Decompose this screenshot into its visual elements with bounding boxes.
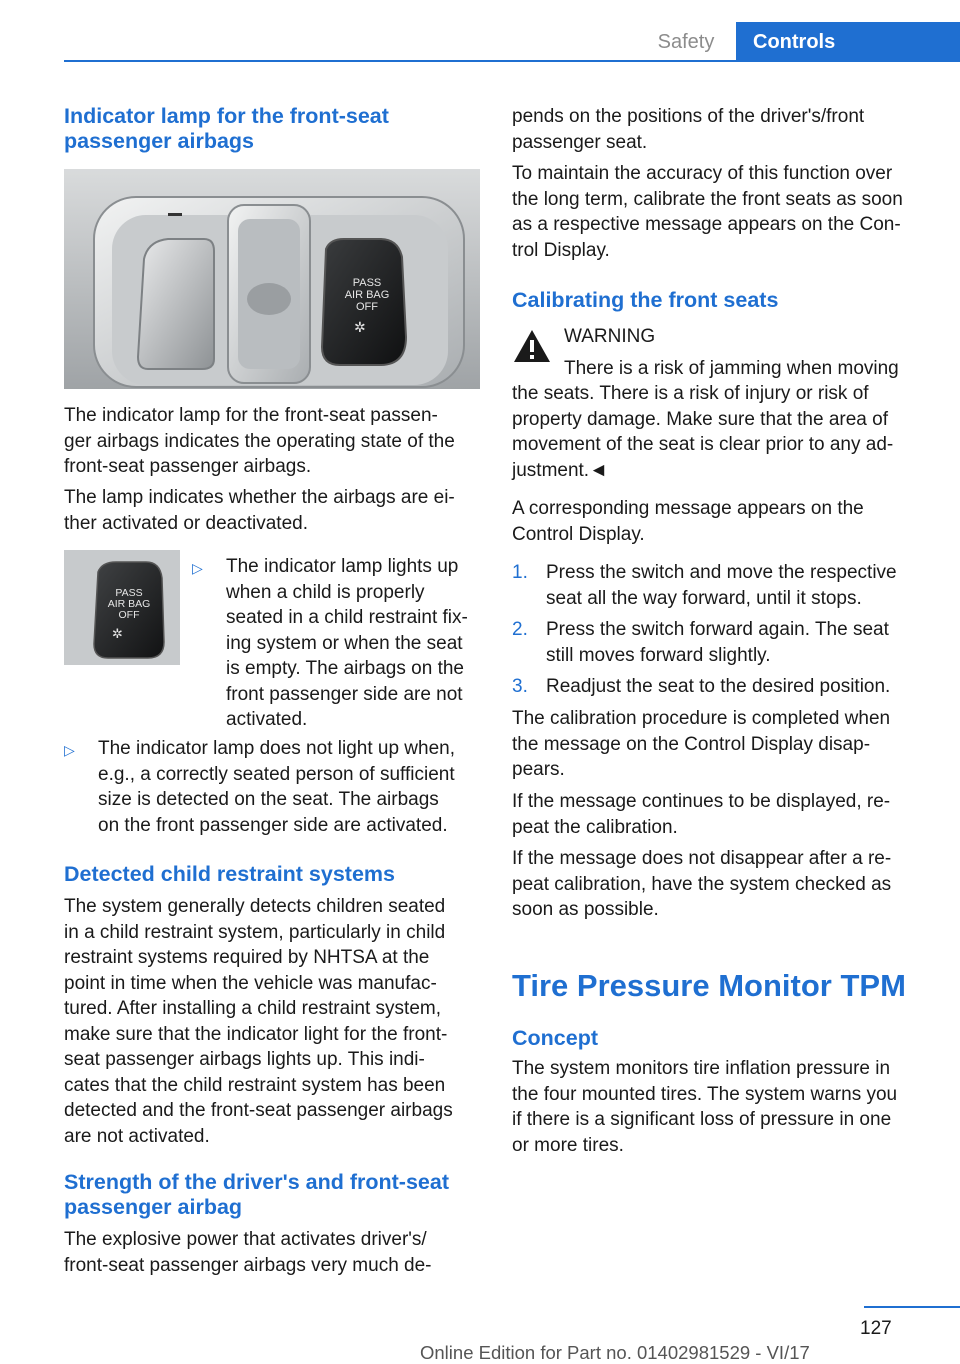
warning-icon [512,328,552,364]
footer-edition: Online Edition for Part no. 01402981529 - VI/17 [420,1342,810,1363]
bullet-lamp-not-lit: ▷ The indicator lamp does not light up when, e.g., a correctly seated person of sufficient size is detected on the seat. The airbags on the front passenger side are activated. [64,738,455,836]
para-indicator-state: The indicator lamp for the front-seat passen- ger airbags indicates the operating state of the front-seat passenger airbags. [64,405,455,477]
airbag-panel-photo [64,169,480,389]
bullet-marker: ▷ [192,560,203,576]
para-pends-on-positions: pends on the positions of the driver's/front passenger seat. [512,106,865,153]
heading-airbag-strength: Strength of the driver's and front-seat passenger airbag [64,1170,449,1219]
pass-airbag-off-label: PASS AIR BAG OFF [344,277,390,313]
tab-safety[interactable]: Safety [657,30,715,53]
step-1: 1. Press the switch and move the respective seat all the way forward, until it stops. [512,562,897,609]
step-number: 3. [512,676,528,697]
heading-concept: Concept [512,1026,598,1050]
warning-text: the seats. There is a risk of injury or risk of property damage. Make sure that the area of movement of the seat is clear prior to any ad- justment.◄ [512,383,894,481]
step-3: 3. Readjust the seat to the desired position. [512,674,932,700]
tab-controls[interactable]: Controls [736,22,960,62]
para-explosive-power: The explosive power that activates driver's/ front-seat passenger airbags very much de- [64,1229,432,1276]
para-child-restraint: The system generally detects children seated in a child restraint system, particularly in child restraint systems required by NHTSA at the point in time when the vehicle was manufac- tured. After installing a child restraint system, make sure that the indicator light for the front- seat passenger airbags lights up. This indi- cates that the child restraint system has been detected and the front-seat passenger airbags are not activated. [64,896,453,1147]
page-number: 127 [860,1318,892,1339]
para-tpm-concept: The system monitors tire inflation pressure in the four mounted tires. The system warns you if there is a significant loss of pressure in one or more tires. [512,1058,898,1156]
header-rule [64,60,960,62]
para-message-continues: If the message continues to be displayed, re- peat the calibration. [512,791,891,838]
bullet-marker: ▷ [64,742,75,758]
heading-tire-pressure-monitor: Tire Pressure Monitor TPM [512,968,906,1003]
heading-calibrating-seats: Calibrating the front seats [512,288,779,312]
footer-rule [864,1306,960,1308]
heading-indicator-lamp: Indicator lamp for the front-seat passenger airbags [64,104,389,153]
para-lamp-indicates: The lamp indicates whether the airbags are ei- ther activated or deactivated. [64,487,455,534]
para-calibration-complete: The calibration procedure is completed when the message on the Control Display disap- pears. [512,708,891,780]
warning-label: WARNING [564,326,656,347]
seat-airbag-icon: ✲ [354,319,366,335]
para-message-not-disappear: If the message does not disappear after a re- peat calibration, have the system checked as soon as possible. [512,848,892,920]
pass-airbag-off-thumbnail [64,550,180,665]
thumbnail-label: PASS AIR BAG OFF [107,587,151,621]
para-corresponding-message: A corresponding message appears on the Control Display. [512,498,864,545]
warning-text-first: There is a risk of jamming when moving [564,358,899,379]
para-maintain-accuracy: To maintain the accuracy of this function over the long term, calibrate the front seats as soon as a respective message appears on the Con- trol Display. [512,163,903,261]
heading-child-restraint: Detected child restraint systems [64,862,395,886]
bullet-lamp-lights-up: ▷ The indicator lamp lights up when a child is properly seated in a child restraint fix- ing system or when the seat is empty. The airbags on the front passenger side are not activated. [192,556,468,730]
thumbnail-seat-icon: ✲ [112,626,123,641]
step-number: 2. [512,619,528,640]
step-number: 1. [512,562,528,583]
step-2: 2. Press the switch forward again. The seat still moves forward slightly. [512,619,889,666]
